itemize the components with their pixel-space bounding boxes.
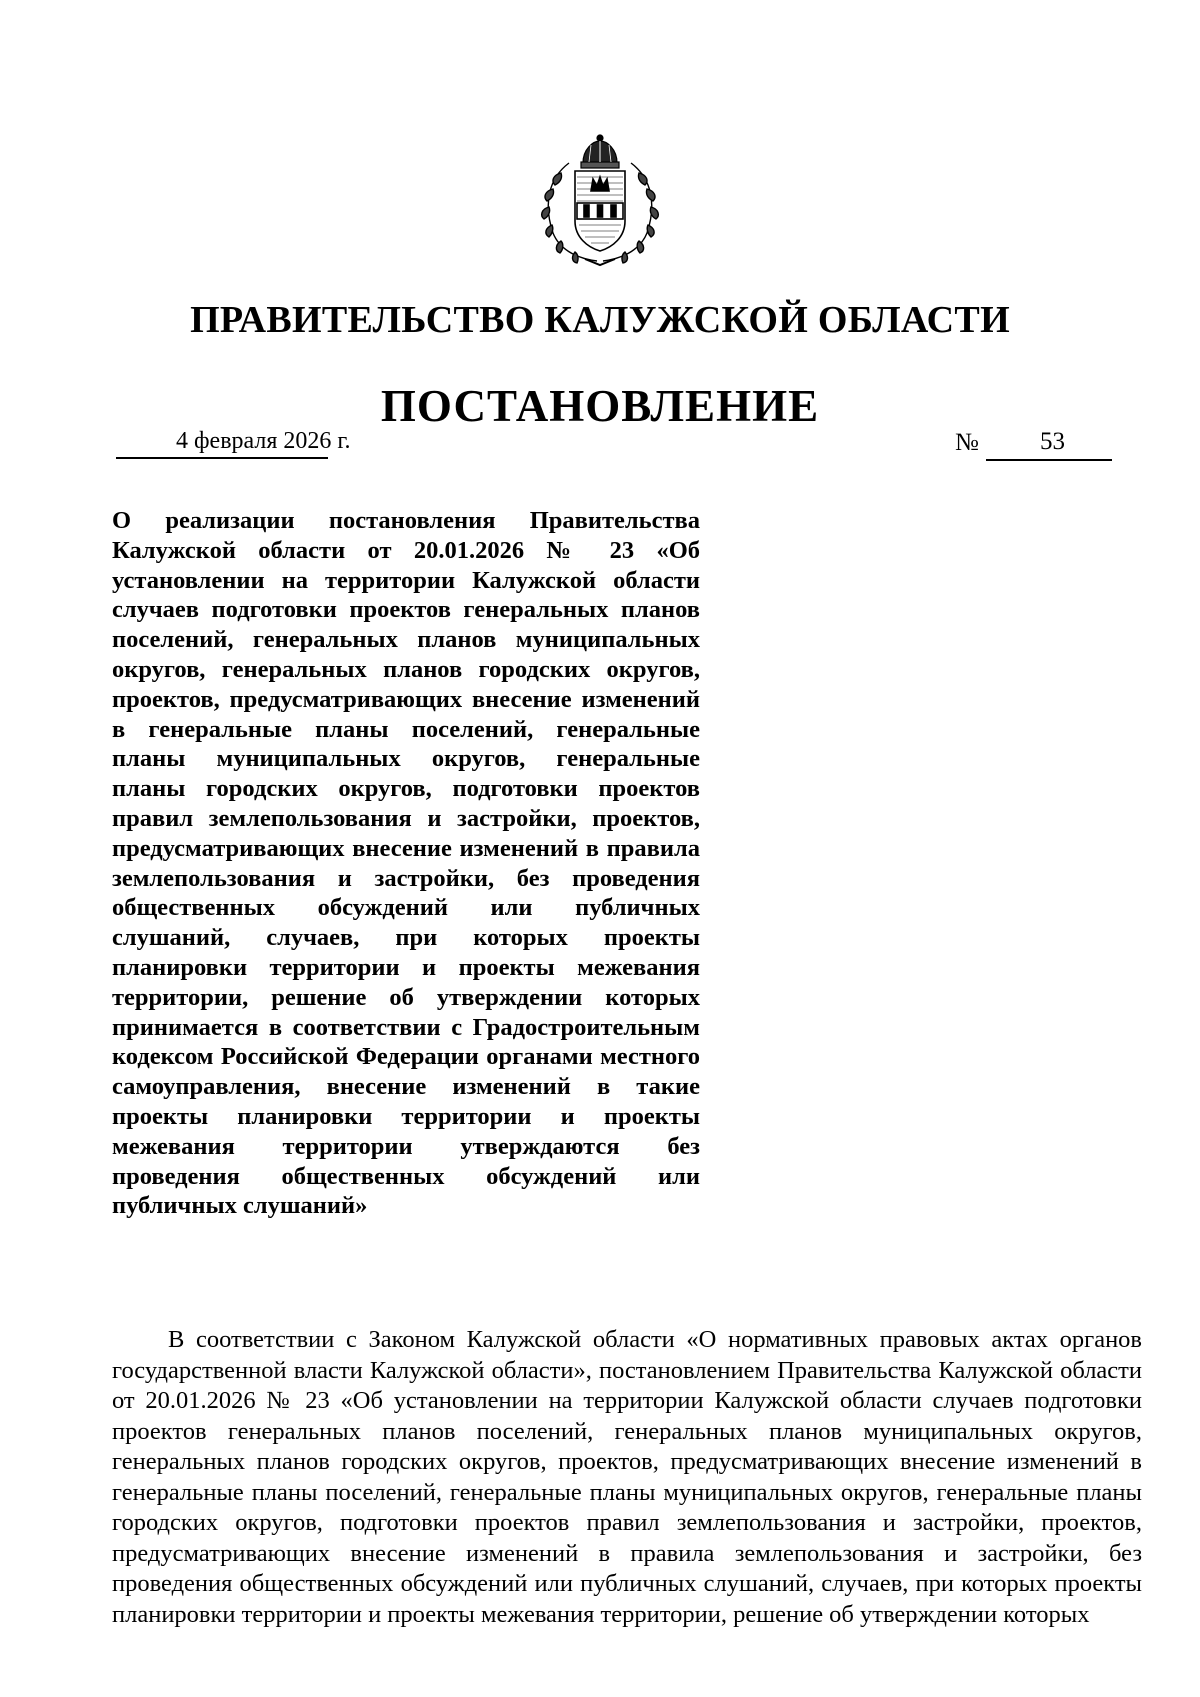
document-subject: О реализации постановления Правительства Калужской области от 20.01.2026 № 23 «Об установлении на территории Калужской области случаев подготовки проектов генеральных планов поселений, генеральных планов муниципальных округов, генеральных планов городских округов, проектов, предусматривающих внесение изменений в генеральные планы поселений, генеральные планы муниципальных округов, генеральные планы городских округов, подготовки проектов правил землепользования и застройки, проектов, предусматривающих внесение изменений в правила землепользования и застройки, без проведения общественных обсуждений или публичных слушаний, случаев, при которых проекты планировки территории и проекты межевания территории, решение об утверждении которых принимается в соответствии с Градостроительным кодексом Российской Федерации органами местного самоуправления, внесение изменений в такие проекты планировки территории и проекты межевания территории утверждаются без проведения общественных обсуждений или публичных слушаний» [112, 507, 700, 1220]
document-number-label: № [955, 429, 979, 456]
document-number: 53 [1040, 428, 1065, 455]
document-body-paragraph: В соответствии с Законом Калужской области «О нормативных правовых актах органов государственной власти Калужской области», постановлением Правительства Калужской области от 20.01.2026 № 23 «Об установлении на территории Калужской области случаев подготовки проектов генеральных планов поселений, генеральных планов муниципальных округов, генеральных планов городских округов, проектов, предусматривающих внесение изменений в генеральные планы поселений, генеральные планы муниципальных округов, генеральные планы городских округов, подготовки проектов правил землепользования и застройки, проектов, предусматривающих внесение изменений в правила землепользования и застройки, без проведения общественных обсуждений или публичных слушаний, случаев, при которых проекты планировки территории и проекты межевания территории, решение об утверждении которых [112, 1326, 1142, 1628]
document-date: 4 февраля 2026 г. [176, 428, 351, 454]
organization-title: ПРАВИТЕЛЬСТВО КАЛУЖСКОЙ ОБЛАСТИ [190, 299, 1010, 341]
kaluga-oblast-coat-of-arms-icon [539, 133, 661, 268]
document-type-heading: ПОСТАНОВЛЕНИЕ [380, 381, 820, 431]
